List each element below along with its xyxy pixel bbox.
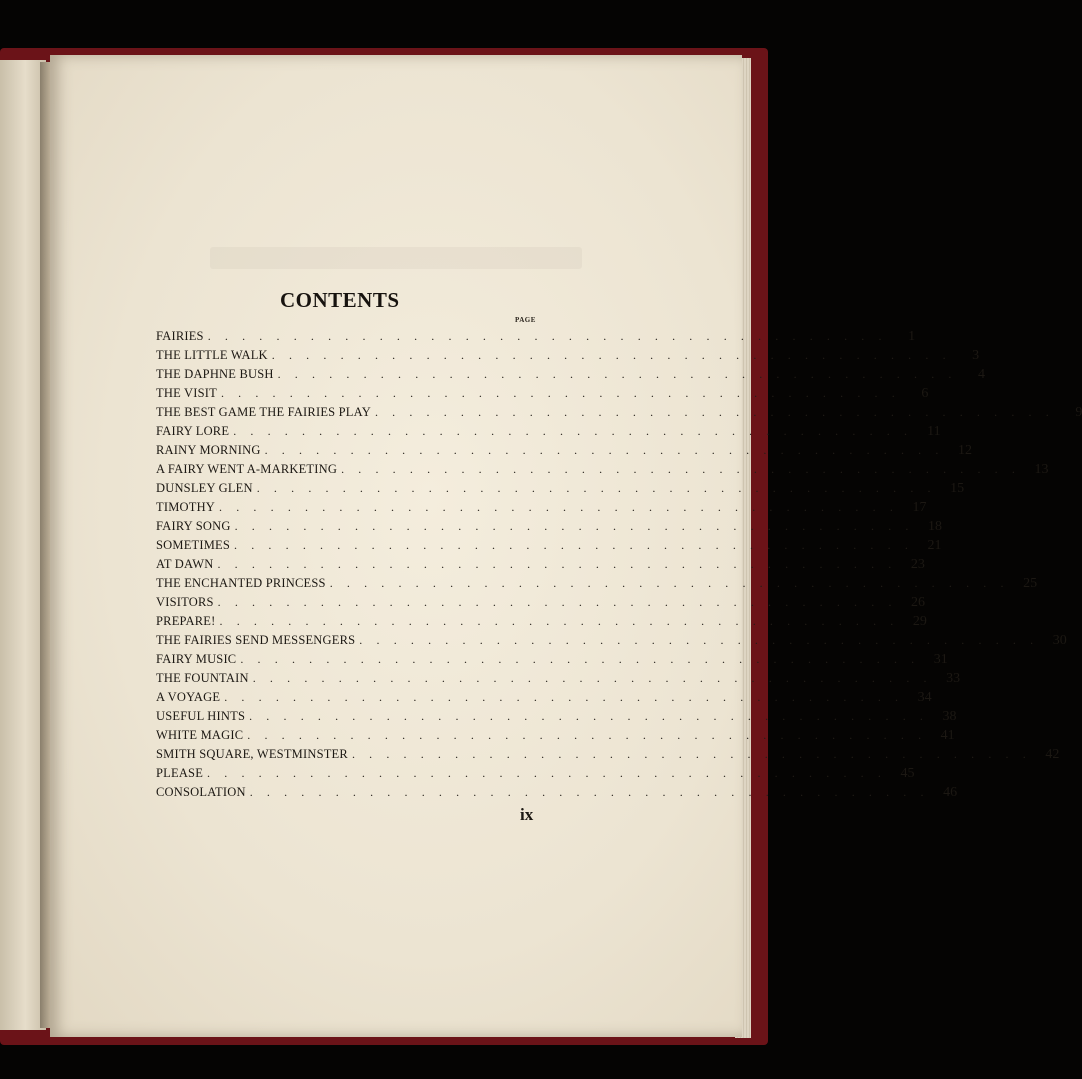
toc-entry-title: RAINY MORNING [156,443,261,457]
toc-entry-title: VISITORS [156,595,214,609]
toc-entry-title: THE DAPHNE BUSH [156,367,274,381]
toc-entry [156,519,942,538]
toc-entry [156,538,942,557]
toc-entry [156,785,958,804]
toc-leader-dots: . . . . . . . . . . . . . . . . . . . . . . . . . . . . . . . . . . . . . . . . [224,690,904,704]
toc-entry [156,329,916,348]
toc-entry-title: SOMETIMES [156,538,231,552]
contents-heading: CONTENTS [280,288,400,312]
toc-entry [156,367,985,386]
toc-leader-dots: . . . . . . . . . . . . . . . . . . . . . . . . . . . . . . . . . . . . . . . . [220,386,901,400]
toc-entry [156,500,927,519]
toc-leader-dots: . . . . . . . . . . . . . . . . . . . . . . . . . . . . . . . . . . . . . . . . [256,481,937,495]
toc-leader-dots: . . . . . . . . . . . . . . . . . . . . . . . . . . . . . . . . . . . . . . . . [207,329,888,343]
toc-entry-title: WHITE MAGIC [156,728,244,742]
table-of-contents [156,329,1082,804]
toc-entry-page: 23 [910,557,925,572]
toc-entry-title: PREPARE! [156,614,216,628]
toc-entry-page: 29 [912,614,927,629]
toc-leader-dots: . . . . . . . . . . . . . . . . . . . . . . . . . . . . . . . . . . . . . . . . [234,538,914,552]
toc-entry [156,633,1067,652]
toc-leader-dots: . . . . . . . . . . . . . . . . . . . . . . . . . . . . . . . . . . . . . . . . [207,766,887,780]
toc-leader-dots: . . . . . . . . . . . . . . . . . . . . . . . . . . . . . . . . . . . . . . . . [249,785,930,799]
toc-entry-page: 31 [933,652,948,667]
toc-entry-title: THE FAIRIES SEND MESSENGERS [156,633,356,647]
toc-entry-page: 3 [972,348,980,363]
toc-entry-page: 17 [912,500,927,515]
toc-entry-title: THE BEST GAME THE FAIRIES PLAY [156,405,371,419]
toc-entry-title: A FAIRY WENT A-MARKETING [156,462,338,476]
toc-entry [156,405,1082,424]
page-column-label: PAGE [515,316,536,324]
toc-leader-dots: . . . . . . . . . . . . . . . . . . . . . . . . . . . . . . . . . . . . . . . . [374,405,1055,419]
toc-leader-dots: . . . . . . . . . . . . . . . . . . . . . . . . . . . . . . . . . . . . . . . . [252,671,933,685]
toc-entry-page: 34 [917,690,932,705]
toc-entry [156,690,932,709]
toc-entry-page: 38 [942,709,957,724]
toc-entry-title: THE VISIT [156,386,217,400]
toc-entry [156,557,925,576]
toc-leader-dots: . . . . . . . . . . . . . . . . . . . . . . . . . . . . . . . . . . . . . . . . [240,652,920,666]
toc-entry [156,424,941,443]
toc-entry-title: THE FOUNTAIN [156,671,249,685]
toc-entry-page: 21 [927,538,942,553]
toc-entry-title: USEFUL HINTS [156,709,246,723]
toc-entry-page: 26 [911,595,926,610]
toc-entry [156,652,948,671]
toc-entry-title: FAIRIES [156,329,204,343]
toc-entry [156,443,972,462]
toc-entry-title: FAIRY SONG [156,519,231,533]
toc-entry-page: 30 [1052,633,1067,648]
toc-entry-page: 1 [908,329,916,344]
toc-entry [156,462,1049,481]
toc-entry-title: TIMOTHY [156,500,216,514]
toc-entry [156,728,955,747]
toc-entry-page: 15 [950,481,965,496]
toc-entry-page: 25 [1023,576,1038,591]
toc-entry [156,386,929,405]
toc-leader-dots: . . . . . . . . . . . . . . . . . . . . . . . . . . . . . . . . . . . . . . . . [234,519,914,533]
show-through-shadow [210,247,582,269]
toc-entry-page: 4 [978,367,985,382]
toc-leader-dots: . . . . . . . . . . . . . . . . . . . . . . . . . . . . . . . . . . . . . . . . [351,747,1032,761]
toc-leader-dots: . . . . . . . . . . . . . . . . . . . . . . . . . . . . . . . . . . . . . . . . [219,500,899,514]
toc-entry-title: FAIRY MUSIC [156,652,237,666]
toc-entry-page: 42 [1045,747,1060,762]
toc-leader-dots: . . . . . . . . . . . . . . . . . . . . . . . . . . . . . . . . . . . . . . . . [277,367,957,381]
toc-entry [156,481,965,500]
toc-entry [156,614,927,633]
toc-entry [156,348,980,367]
toc-entry-page: 11 [927,424,941,439]
toc-entry-title: THE LITTLE WALK [156,348,268,362]
toc-leader-dots: . . . . . . . . . . . . . . . . . . . . . . . . . . . . . . . . . . . . . . . . [233,424,913,438]
toc-entry-page: 45 [900,766,915,781]
toc-entry-title: FAIRY LORE [156,424,230,438]
toc-entry-page: 41 [940,728,955,743]
page-folio: ix [520,805,534,824]
toc-entry [156,766,915,785]
toc-entry-title: PLEASE [156,766,204,780]
toc-leader-dots: . . . . . . . . . . . . . . . . . . . . . . . . . . . . . . . . . . . . . . . . [249,709,929,723]
toc-leader-dots: . . . . . . . . . . . . . . . . . . . . . . . . . . . . . . . . . . . . . . . . [341,462,1021,476]
toc-entry-page: 6 [921,386,929,401]
toc-entry-page: 13 [1034,462,1049,477]
toc-entry [156,595,926,614]
toc-entry-title: A VOYAGE [156,690,221,704]
toc-leader-dots: . . . . . . . . . . . . . . . . . . . . . . . . . . . . . . . . . . . . . . . . [247,728,927,742]
toc-entry-title: CONSOLATION [156,785,246,799]
toc-leader-dots: . . . . . . . . . . . . . . . . . . . . . . . . . . . . . . . . . . . . . . . . [271,348,952,362]
toc-entry-title: AT DAWN [156,557,214,571]
toc-entry [156,576,1038,595]
toc-entry [156,747,1060,766]
toc-entry-page: 18 [928,519,942,534]
toc-leader-dots: . . . . . . . . . . . . . . . . . . . . . . . . . . . . . . . . . . . . . . . . [329,576,1010,590]
toc-leader-dots: . . . . . . . . . . . . . . . . . . . . . . . . . . . . . . . . . . . . . . . . [217,557,897,571]
toc-leader-dots: . . . . . . . . . . . . . . . . . . . . . . . . . . . . . . . . . . . . . . . . [219,614,899,628]
toc-entry-title: DUNSLEY GLEN [156,481,253,495]
toc-entry-page: 12 [957,443,972,458]
toc-leader-dots: . . . . . . . . . . . . . . . . . . . . . . . . . . . . . . . . . . . . . . . . [264,443,944,457]
toc-leader-dots: . . . . . . . . . . . . . . . . . . . . . . . . . . . . . . . . . . . . . . . . [359,633,1039,647]
toc-entry-title: SMITH SQUARE, WESTMINSTER [156,747,348,761]
toc-entry-page: 46 [943,785,958,800]
toc-leader-dots: . . . . . . . . . . . . . . . . . . . . . . . . . . . . . . . . . . . . . . . . [217,595,898,609]
toc-entry [156,671,961,690]
toc-entry [156,709,957,728]
toc-entry-page: 33 [946,671,961,686]
toc-entry-title: THE ENCHANTED PRINCESS [156,576,326,590]
toc-entry-page: 9 [1075,405,1082,420]
